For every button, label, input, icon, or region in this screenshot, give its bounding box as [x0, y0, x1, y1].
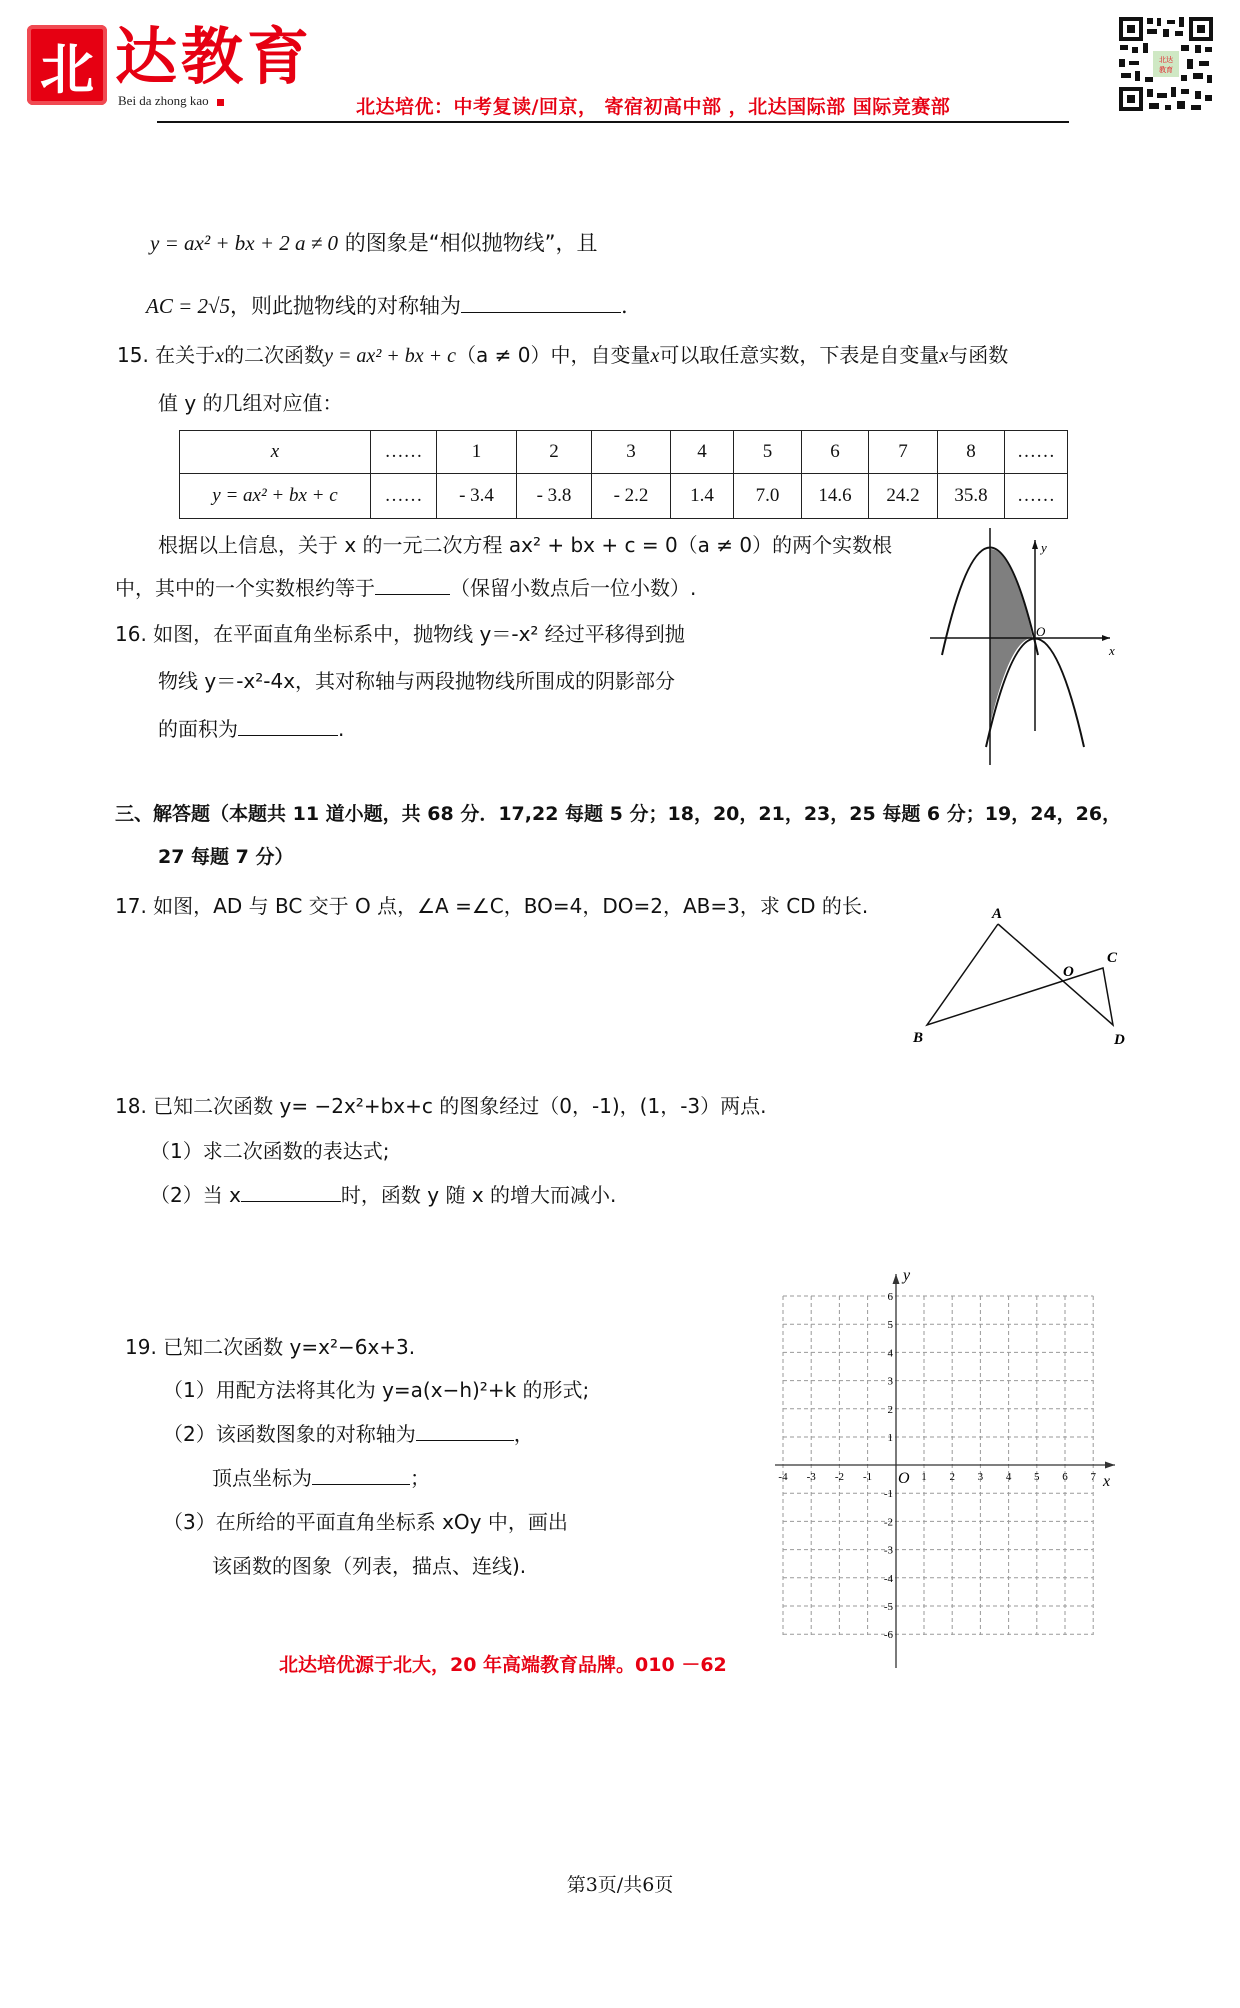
- svg-text:教育: 教育: [1159, 66, 1173, 74]
- qr-label: 北达: [1159, 56, 1173, 64]
- table-cell: 35.8: [938, 474, 1005, 519]
- svg-text:7: 7: [1090, 1471, 1096, 1483]
- q19-part1: （1）用配方法将其化为 y=a(x−h)²+k 的形式;: [163, 1378, 590, 1402]
- y-tick-labels: [884, 1291, 894, 1641]
- q14-line2: [146, 292, 628, 320]
- logo-subtitle-text: Bei da zhong kao: [118, 93, 209, 108]
- grid-y-label: y: [903, 1270, 911, 1284]
- origin-label: O: [1036, 624, 1046, 639]
- q18-number: 18.: [115, 1094, 147, 1118]
- table-cell: 4: [671, 431, 734, 474]
- svg-text:-1: -1: [863, 1471, 873, 1483]
- q19-vertex-blank[interactable]: [312, 1464, 410, 1485]
- table-cell: 7.0: [734, 474, 802, 519]
- q15-function: y = ax² + bx + c: [324, 345, 457, 367]
- q19-number: 19.: [125, 1335, 157, 1359]
- q14-question: ，则此抛物线的对称轴为: [230, 294, 462, 318]
- q18-part2-a: （2）当 x: [150, 1183, 241, 1207]
- q15-var-x: x: [215, 345, 225, 367]
- q14-line1: [150, 229, 598, 257]
- q16-answer-blank[interactable]: [238, 715, 338, 736]
- logo-char: 北: [40, 36, 94, 101]
- table-cell: 6: [802, 431, 869, 474]
- table-cell: - 2.2: [592, 474, 671, 519]
- q18-line: [115, 1092, 767, 1120]
- svg-text:-2: -2: [834, 1471, 844, 1483]
- q15-text-c: （a ≠ 0）中，自变量: [456, 343, 651, 367]
- q19-axis-text: （2）该函数图象的对称轴为: [163, 1422, 416, 1446]
- q19-semicolon: ；: [410, 1466, 430, 1490]
- q15-text-a: 在关于: [155, 343, 216, 367]
- table-row-x: [180, 431, 1068, 474]
- section3-heading-line1: 三、解答题（本题共 11 道小题，共 68 分．17,22 每题 5 分；18，20，21，23，25 每题 6 分；19，24，26，: [115, 803, 1122, 825]
- table-cell: 2: [517, 431, 592, 474]
- svg-text:6: 6: [887, 1291, 893, 1303]
- shaded-region: [990, 549, 1032, 725]
- svg-text:6: 6: [1062, 1471, 1068, 1483]
- table-cell: - 3.4: [437, 474, 517, 519]
- table-cell: 1: [437, 431, 517, 474]
- q18-part1: （1）求二次函数的表达式;: [150, 1139, 390, 1163]
- q15-text-d: 可以取任意实数，下表是自变量: [659, 343, 940, 367]
- q15-line2: 值 y 的几组对应值：: [158, 391, 343, 415]
- q18-part2-b: 时，函数 y 随 x 的增大而减小.: [340, 1183, 617, 1207]
- q19-coordinate-grid[interactable]: [770, 1270, 1140, 1680]
- q14-answer-blank[interactable]: [461, 292, 621, 313]
- table-cell: ……: [1005, 474, 1068, 519]
- y-label: y = ax² + bx + c: [212, 485, 338, 506]
- svg-text:-4: -4: [778, 1471, 788, 1483]
- svg-text:-1: -1: [883, 1488, 893, 1501]
- q16-line2: 物线 y＝-x²-4x，其对称轴与两段抛物线所围成的阴影部分: [158, 669, 676, 693]
- x-arrow-icon: [1105, 1462, 1115, 1469]
- svg-text:3: 3: [887, 1375, 893, 1388]
- logo-text: 达教育: [115, 20, 314, 93]
- q17-triangle-figure: [900, 900, 1160, 1070]
- q16-parabola-figure: [920, 525, 1140, 765]
- svg-text:4: 4: [887, 1347, 893, 1360]
- table-cell: 14.6: [802, 474, 869, 519]
- q16-area-text: 的面积为: [158, 717, 238, 741]
- table-cell: 3: [592, 431, 671, 474]
- q15-answer-blank[interactable]: [375, 574, 450, 595]
- q19-vertex-text: 顶点坐标为: [212, 1466, 312, 1490]
- q15-precision-note: （保留小数点后一位小数）.: [450, 576, 697, 600]
- table-cell: ……: [1005, 431, 1068, 474]
- q17-number: 17.: [115, 894, 147, 918]
- svg-text:5: 5: [887, 1319, 893, 1332]
- svg-text:-2: -2: [883, 1516, 893, 1529]
- q16-line1: [115, 620, 685, 648]
- grid-x-label: x: [1103, 1473, 1111, 1490]
- q15-text-e: 与函数: [948, 343, 1009, 367]
- label-b: B: [913, 1030, 924, 1046]
- logo-mark: [27, 25, 107, 105]
- svg-text:2: 2: [887, 1403, 893, 1416]
- q15-number: 15.: [117, 343, 149, 367]
- q19-text: 已知二次函数 y=x²−6x+3.: [163, 1335, 416, 1359]
- q15-value-table: [179, 430, 1068, 519]
- y-arrow-icon: [893, 1274, 900, 1284]
- table-cell: 1.4: [671, 474, 734, 519]
- triangle-lines: [927, 924, 1113, 1025]
- svg-text:-3: -3: [883, 1544, 893, 1557]
- q15-var-x2: x: [650, 345, 660, 367]
- q15-var-x3: x: [939, 345, 949, 367]
- logo-square-icon: [217, 99, 224, 106]
- qr-code-icon: [1117, 15, 1215, 113]
- table-cell: - 3.8: [517, 474, 592, 519]
- logo-subtitle: [118, 93, 224, 109]
- x-tick-labels: [778, 1471, 1096, 1483]
- header-slogan: 北达培优：中考复读/回京， 寄宿初高中部 ，北达国际部 国际竞赛部: [356, 96, 951, 118]
- table-cell: 5: [734, 431, 802, 474]
- svg-text:2: 2: [949, 1471, 955, 1483]
- q19-part2a: [163, 1420, 534, 1448]
- q19-part3a: （3）在所给的平面直角坐标系 xOy 中，画出: [163, 1510, 568, 1534]
- grid-origin-label: O: [898, 1470, 910, 1487]
- table-cell: 7: [869, 431, 938, 474]
- x-axis-label: x: [1109, 643, 1115, 658]
- q16-number: 16.: [115, 622, 147, 646]
- header-divider: [157, 121, 1069, 123]
- svg-text:-6: -6: [883, 1629, 893, 1642]
- svg-text:1: 1: [921, 1471, 927, 1483]
- q15-after-line2: [115, 574, 696, 602]
- label-a: A: [992, 906, 1003, 922]
- table-cell: 24.2: [869, 474, 938, 519]
- q19-part3b: 该函数的图象（列表，描点、连线).: [212, 1554, 527, 1578]
- q15-text-b: 的二次函数: [224, 343, 325, 367]
- table-header-y: [180, 474, 371, 519]
- q17-line: [115, 892, 868, 920]
- q19-part2b: [212, 1464, 430, 1492]
- svg-text:1: 1: [887, 1432, 893, 1444]
- footer-promo: 北达培优源于北大，20 年高端教育品牌。010 －62: [279, 1654, 727, 1676]
- q18-text: 已知二次函数 y= −2x²+bx+c 的图象经过（0，-1)，(1，-3）两点.: [153, 1094, 767, 1118]
- svg-text:3: 3: [977, 1471, 984, 1483]
- svg-text:-3: -3: [806, 1471, 816, 1483]
- q15-line1: [117, 341, 1008, 370]
- table-cell: ……: [371, 431, 437, 474]
- x-label: x: [270, 441, 280, 462]
- q19-axis-blank[interactable]: [416, 1420, 514, 1441]
- label-o: O: [1063, 964, 1074, 980]
- svg-text:-5: -5: [883, 1601, 893, 1613]
- q18-part2: [150, 1181, 616, 1209]
- svg-text:-4: -4: [883, 1572, 893, 1585]
- label-c: C: [1107, 950, 1118, 966]
- q14-text: 的图象是“相似抛物线”，且: [344, 231, 598, 255]
- svg-text:5: 5: [1034, 1471, 1040, 1483]
- q14-period: .: [621, 294, 628, 318]
- q15-after-line1: 根据以上信息，关于 x 的一元二次方程 ax² + bx + c = 0（a ≠ 0）的两个实数根: [158, 533, 893, 557]
- label-d: D: [1114, 1032, 1125, 1048]
- q14-equation: y = ax² + bx + 2 a ≠ 0: [150, 231, 339, 255]
- y-axis-label: y: [1041, 540, 1047, 555]
- q17-text: 如图，AD 与 BC 交于 O 点，∠A =∠C，BO=4，DO=2，AB=3，求 CD 的长.: [153, 894, 869, 918]
- q16-period: .: [338, 717, 345, 741]
- table-cell: 8: [938, 431, 1005, 474]
- svg-text:4: 4: [1005, 1471, 1012, 1483]
- table-row-y: [180, 474, 1068, 519]
- table-cell: ……: [371, 474, 437, 519]
- q16-text1: 如图，在平面直角坐标系中，抛物线 y＝-x² 经过平移得到抛: [153, 622, 685, 646]
- table-header-x: [180, 431, 371, 474]
- q14-ac-value: AC = 2√5: [146, 294, 231, 318]
- q16-line3: [158, 715, 344, 743]
- section3-heading-line2: 27 每题 7 分）: [158, 846, 294, 868]
- q18-answer-blank[interactable]: [241, 1181, 341, 1202]
- page-number: 第3页/共6页: [566, 1874, 674, 1896]
- q19-comma: ，: [513, 1422, 534, 1446]
- q15-root-text: 中，其中的一个实数根约等于: [115, 576, 375, 600]
- q19-line: [125, 1333, 415, 1361]
